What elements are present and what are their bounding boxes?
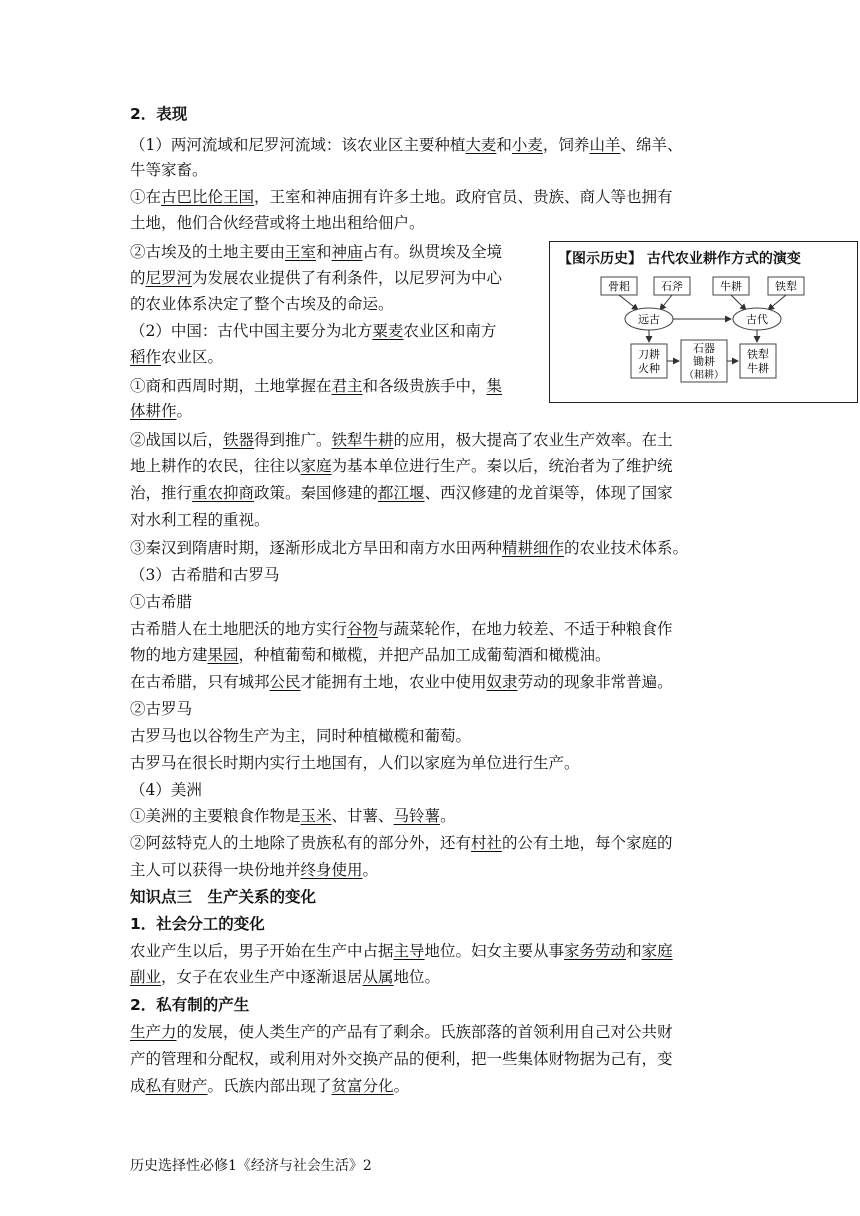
- paragraph-line: 的尼罗河为发展农业提供了有利条件，以尼罗河为中心: [130, 269, 503, 287]
- paragraph-line: 治，推行重农抑商政策。秦国修建的都江堰、西汉修建的龙首渠等，体现了国家: [130, 484, 673, 502]
- tool-label: 铁犁: [775, 280, 797, 293]
- paragraph-line: 成私有财产。氏族内部出现了贫富分化。: [130, 1077, 410, 1095]
- paragraph-line: 牛等家畜。: [130, 161, 208, 179]
- farming-evolution-diagram: [550, 242, 856, 401]
- tool-label: 石斧: [661, 280, 683, 293]
- paragraph-line: 产的管理和分配权，或利用对外交换产品的便利，把一些集体财物据为己有，变: [130, 1050, 673, 1068]
- stage-label: 锄耕: [693, 355, 715, 368]
- paragraph-line: （1）两河流域和尼罗河流域：该农业区主要种植大麦和小麦，饲养山羊、绵羊、: [130, 136, 683, 154]
- paragraph-line: 土地，他们合伙经营或将土地出租给佃户。: [130, 214, 425, 232]
- stage-label: （耜耕）: [684, 370, 724, 381]
- paragraph-line: 古希腊人在土地肥沃的地方实行谷物与蔬菜轮作，在地力较差、不适于种粮食作: [130, 620, 673, 638]
- knowledge-point-three-heading: 知识点三 生产关系的变化: [130, 888, 317, 906]
- paragraph-line: （2）中国：古代中国主要分为北方粟麦农业区和南方: [130, 322, 497, 340]
- subheading-greece-rome: （3）古希腊和古罗马: [130, 566, 280, 584]
- figure-title: 【图示历史】 古代农业耕作方式的演变: [558, 251, 801, 267]
- page-footer: 历史选择性必修1《经济与社会生活》2: [130, 1158, 372, 1174]
- paragraph-line: ①商和西周时期，土地掌握在君主和各级贵族手中，集: [130, 377, 503, 395]
- paragraph-line: 生产力的发展，使人类生产的产品有了剩余。氏族部落的首领利用自己对公共财: [130, 1023, 673, 1041]
- section-heading-division-of-labor: 1．社会分工的变化: [130, 915, 265, 933]
- paragraph-line: 物的地方建果园，种植葡萄和橄榄，并把产品加工成葡萄酒和橄榄油。: [130, 646, 611, 664]
- paragraph-line: 副业，女子在农业生产中逐渐退居从属地位。: [130, 968, 441, 986]
- paragraph-line: ②战国以后，铁器得到推广。铁犁牛耕的应用，极大提高了农业生产效率。在土: [130, 431, 673, 449]
- period-label: 古代: [746, 313, 768, 326]
- period-label: 远古: [638, 313, 660, 326]
- paragraph-line: ③秦汉到隋唐时期，逐渐形成北方旱田和南方水田两种精耕细作的农业技术体系。: [130, 539, 689, 557]
- paragraph-line: 古罗马也以谷物生产为主，同时种植橄榄和葡萄。: [130, 727, 472, 745]
- stage-label: 石器: [693, 342, 715, 355]
- subheading-rome: ②古罗马: [130, 700, 193, 718]
- paragraph-line: 古罗马在很长时期内实行土地国有，人们以家庭为单位进行生产。: [130, 754, 580, 772]
- section-heading-private-ownership: 2．私有制的产生: [130, 996, 250, 1014]
- paragraph-line: 农业产生以后，男子开始在生产中占据主导地位。妇女主要从事家务劳动和家庭: [130, 942, 673, 960]
- stage-label: 刀耕: [638, 348, 660, 361]
- paragraph-line: 在古希腊，只有城邦公民才能拥有土地，农业中使用奴隶劳动的现象非常普遍。: [130, 673, 673, 691]
- paragraph-line: 地上耕作的农民，往往以家庭为基本单位进行生产。秦以后，统治者为了维护统: [130, 457, 673, 475]
- paragraph-line: ①美洲的主要粮食作物是玉米、甘薯、马铃薯。: [130, 807, 456, 825]
- paragraph-line: ②阿兹特克人的土地除了贵族私有的部分外，还有村社的公有土地，每个家庭的: [130, 834, 673, 852]
- paragraph-line: ②古埃及的土地主要由王室和神庙占有。纵贯埃及全境: [130, 243, 503, 261]
- paragraph-line: 体耕作。: [130, 402, 193, 420]
- section-heading-performance: 2．表现: [130, 105, 188, 123]
- paragraph-line: 对水利工程的重视。: [130, 511, 270, 529]
- tool-label: 骨耜: [608, 280, 630, 293]
- paragraph-line: 稻作农业区。: [130, 348, 224, 366]
- subheading-americas: （4）美洲: [130, 781, 202, 799]
- subheading-greece: ①古希腊: [130, 593, 193, 611]
- paragraph-line: 的农业体系决定了整个古埃及的命运。: [130, 295, 394, 313]
- stage-label: 牛耕: [747, 362, 769, 375]
- stage-label: 铁犁: [747, 348, 769, 361]
- paragraph-line: 主人可以获得一块份地并终身使用。: [130, 861, 379, 879]
- stage-label: 火种: [638, 362, 660, 375]
- tool-label: 牛耕: [720, 280, 742, 293]
- paragraph-line: ①在古巴比伦王国，王室和神庙拥有许多土地。政府官员、贵族、商人等也拥有: [130, 188, 673, 206]
- farming-evolution-figure: [549, 241, 858, 403]
